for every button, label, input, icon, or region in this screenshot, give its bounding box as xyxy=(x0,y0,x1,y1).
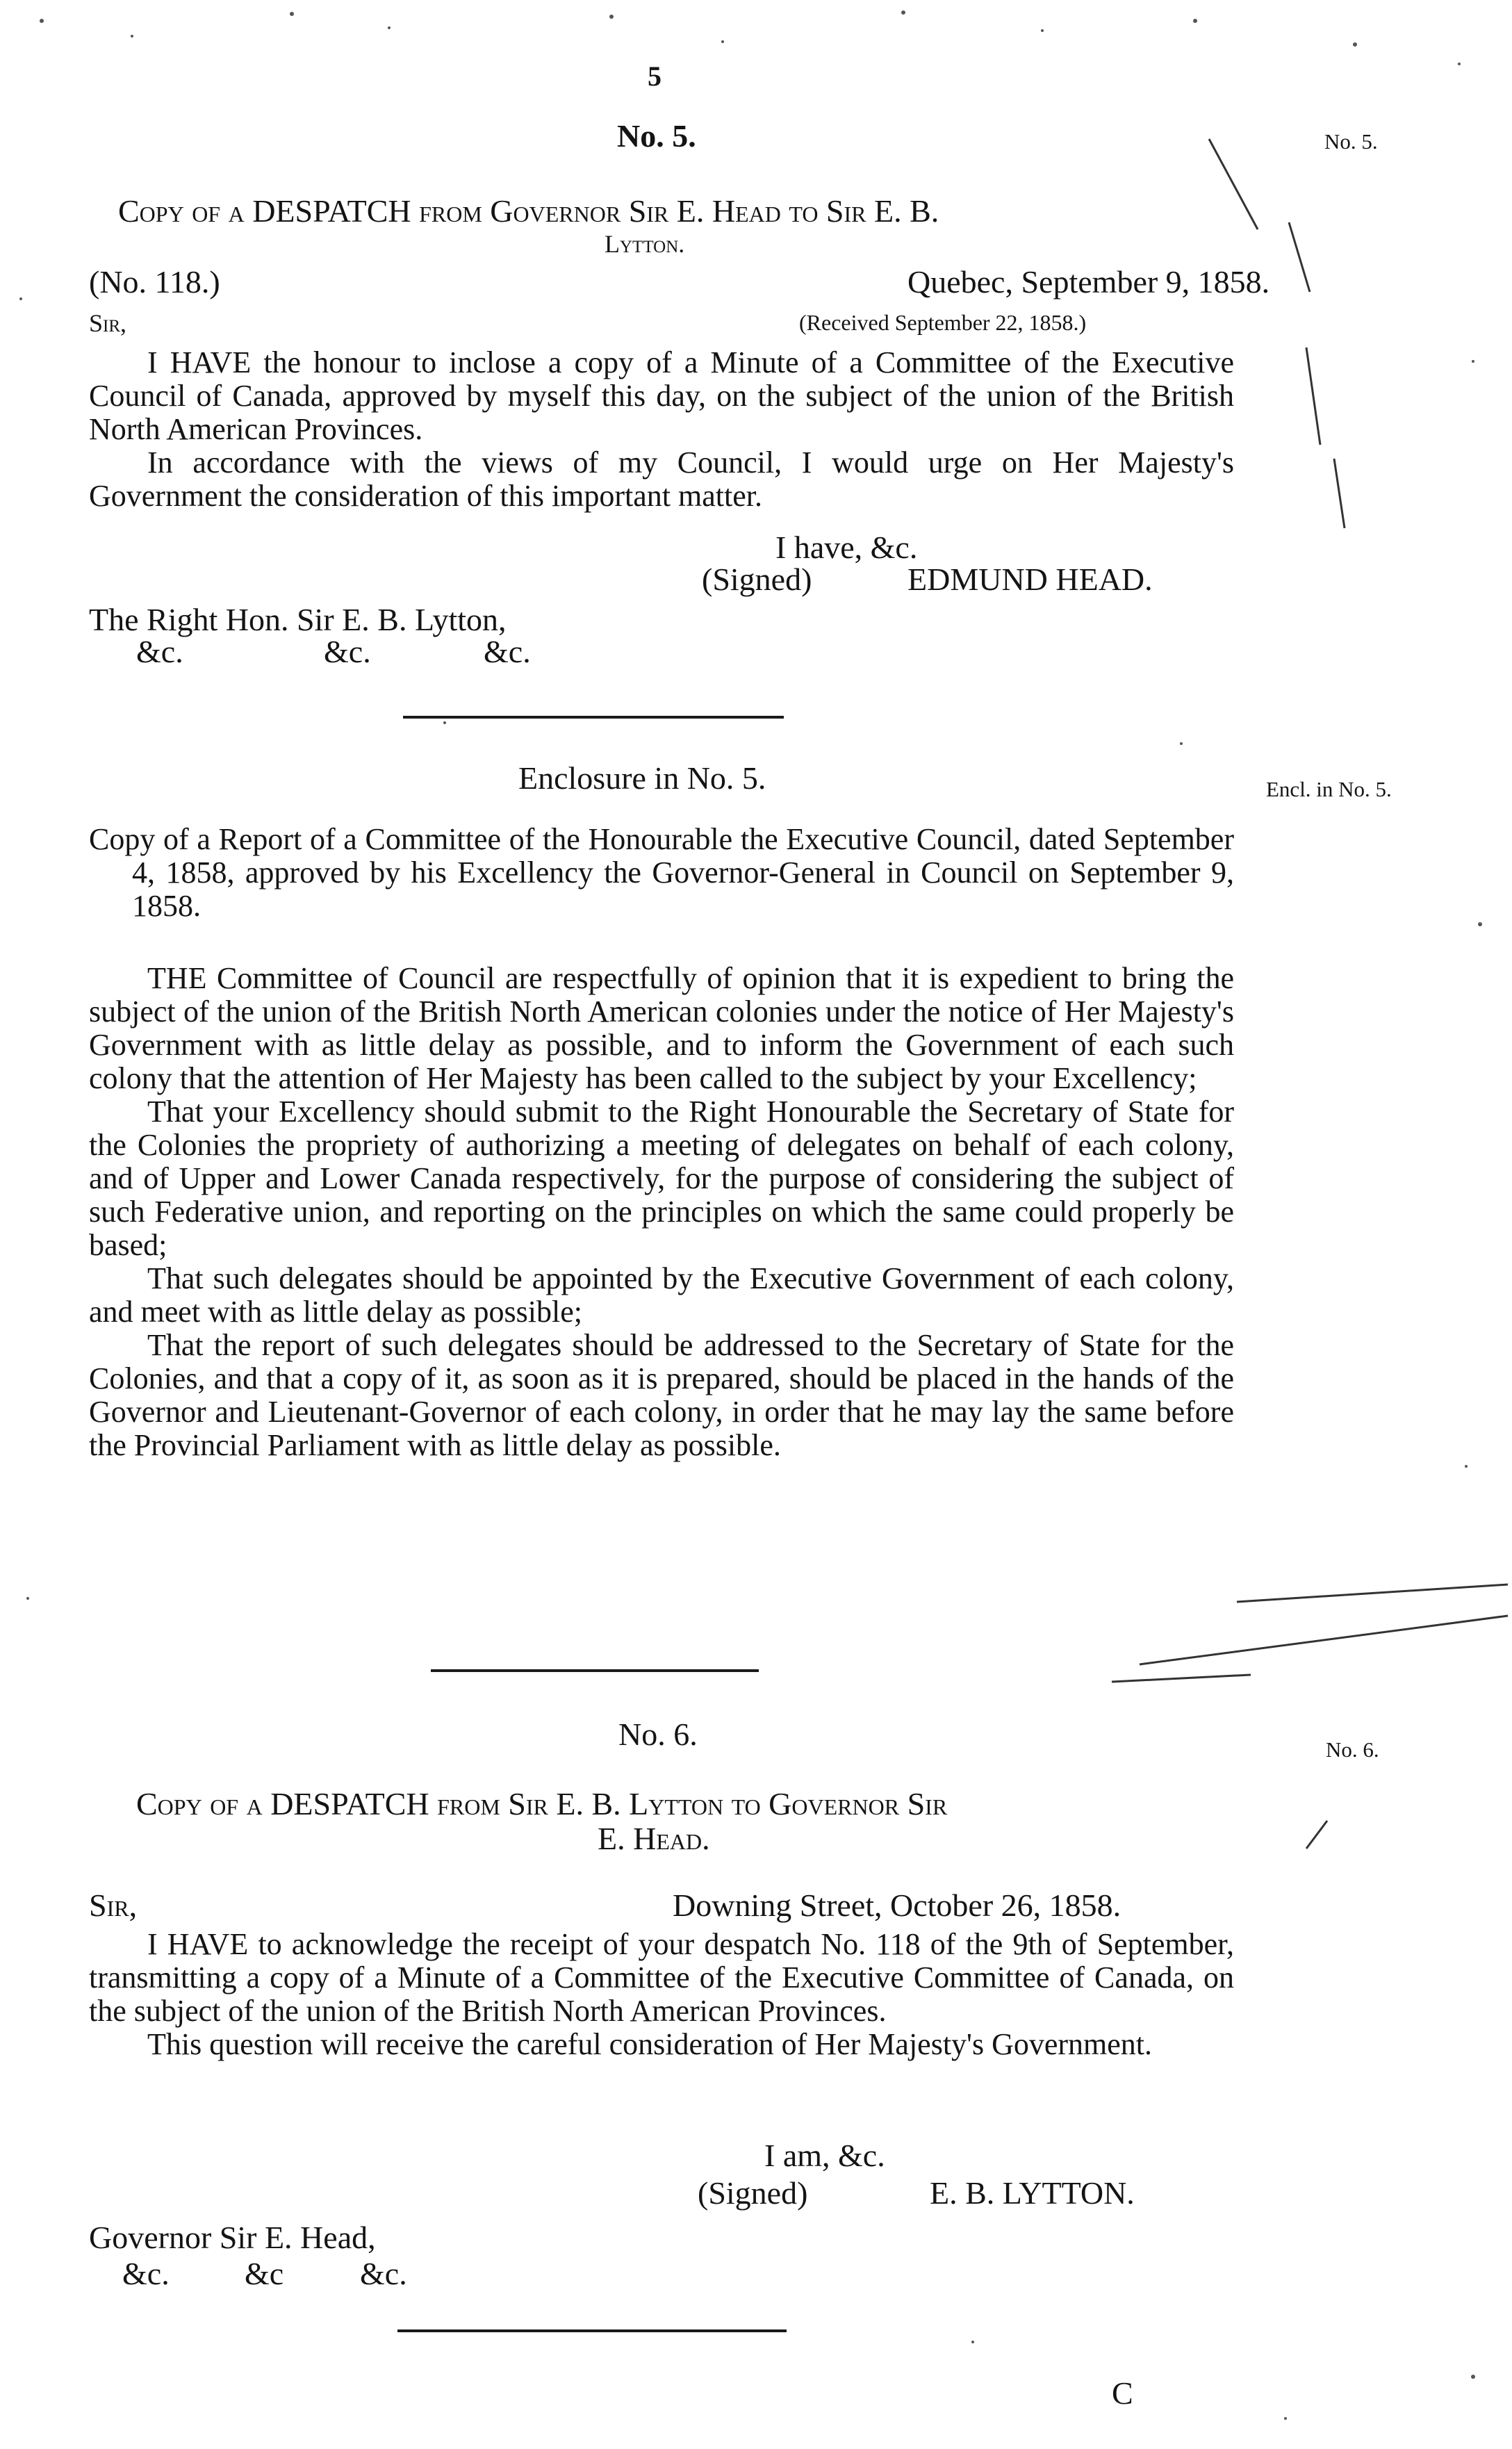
margin-note-no5: No. 5. xyxy=(1324,129,1378,154)
no5-salutation: Sir, xyxy=(89,309,127,337)
no6-closing: I am, &c. xyxy=(764,2138,885,2173)
section-divider xyxy=(431,1669,759,1672)
no5-ref-number: (No. 118.) xyxy=(89,264,220,300)
enclosure-paragraph: THE Committee of Council are respectfully of opinion that it is expedient to bring the subject of the union of the British North American colonies under the notice of Her Majesty's Government with as little delay as possible, and to inform the Government of each such colony that the attention of Her Majesty has been called to the subject by your Excellency; xyxy=(89,961,1234,1095)
section-heading-enclosure: Enclosure in No. 5. xyxy=(518,760,766,796)
etc-text: &c xyxy=(245,2256,284,2291)
enclosure-body xyxy=(89,962,1234,1462)
no6-addressee: Governor Sir E. Head, xyxy=(89,2220,376,2255)
page-number: 5 xyxy=(648,60,662,92)
no6-title-line1: Copy of a DESPATCH from Sir E. B. Lytton to Governor Sir xyxy=(136,1786,948,1821)
no5-place-date: Quebec, September 9, 1858. xyxy=(907,264,1270,300)
section-divider xyxy=(397,2329,787,2332)
section-heading-no6: No. 6. xyxy=(618,1717,698,1752)
no5-body-paragraph: I HAVE the honour to inclose a copy of a Minute of a Committee of the Executive Council of Canada, approved by myself this day, on the subject of the union of the British North American Provinces. xyxy=(89,345,1234,446)
etc-text: &c. xyxy=(360,2256,407,2291)
section-heading-no5: No. 5. xyxy=(617,118,696,154)
no6-salutation: Sir, xyxy=(89,1887,138,1923)
section-divider xyxy=(403,716,784,719)
enclosure-paragraph: That such delegates should be appointed by the Executive Government of each colony, and meet with as little delay as possible; xyxy=(89,1261,1234,1329)
enclosure-title xyxy=(89,823,1234,923)
no5-signature: EDMUND HEAD. xyxy=(907,562,1153,597)
enclosure-paragraph: That your Excellency should submit to the Right Honourable the Secretary of State for the Colonies the propriety of authorizing a meeting of delegates on behalf of each colony, and of Upper and Lower Canada respectively, for the purpose of considering the subject of such Federative union, and reporting on the principles on which the same could properly be based; xyxy=(89,1095,1234,1262)
enclosure-title-text: Copy of a Report of a Committee of the Honourable the Executive Council, dated September 4, 1858, approved by his Excellency the Governor-General in Council on September 9, 1858. xyxy=(89,822,1234,923)
no5-title-line2: Lytton. xyxy=(605,230,685,258)
no5-signed-label: (Signed) xyxy=(702,562,812,597)
enclosure-paragraph: That the report of such delegates should be addressed to the Secretary of State for the Colonies, and that a copy of it, as soon as it is prepared, should be placed in the hands of the Governor and Lieutenant-Governor of each colony, in order that he may lay the same before the Provincial Parliament with as little delay as possible. xyxy=(89,1328,1234,1462)
no6-body-paragraph: I HAVE to acknowledge the receipt of your despatch No. 118 of the 9th of September, transmitting a copy of a Minute of a Committee of the Executive Committee of Canada, on the subject of the union of the British North American Provinces. xyxy=(89,1927,1234,2028)
no6-body-paragraph: This question will receive the careful consideration of Her Majesty's Government. xyxy=(147,2027,1153,2061)
no6-title-line2: E. Head. xyxy=(598,1821,710,1856)
no6-body xyxy=(89,1928,1234,2061)
etc-text: &c. xyxy=(324,634,371,669)
margin-note-enclosure: Encl. in No. 5. xyxy=(1266,777,1392,801)
no5-closing: I have, &c. xyxy=(775,530,918,565)
no5-body xyxy=(89,346,1234,513)
etc-text: &c. xyxy=(484,634,531,669)
no5-addressee: The Right Hon. Sir E. B. Lytton, xyxy=(89,602,507,637)
no6-signature: E. B. LYTTON. xyxy=(930,2175,1135,2211)
no6-place-date: Downing Street, October 26, 1858. xyxy=(673,1887,1121,1923)
no5-received-date: (Received September 22, 1858.) xyxy=(799,310,1087,335)
no5-title-line1: Copy of a DESPATCH from Governor Sir E. Head to Sir E. B. xyxy=(118,193,939,229)
etc-text: &c. xyxy=(136,634,183,669)
margin-note-no6: No. 6. xyxy=(1326,1737,1379,1762)
etc-text: &c. xyxy=(122,2256,170,2291)
no6-signed-label: (Signed) xyxy=(698,2175,808,2211)
signature-mark: C xyxy=(1112,2375,1133,2411)
no5-body-paragraph: In accordance with the views of my Council, I would urge on Her Majesty's Government the consideration of this important matter. xyxy=(89,445,1234,513)
